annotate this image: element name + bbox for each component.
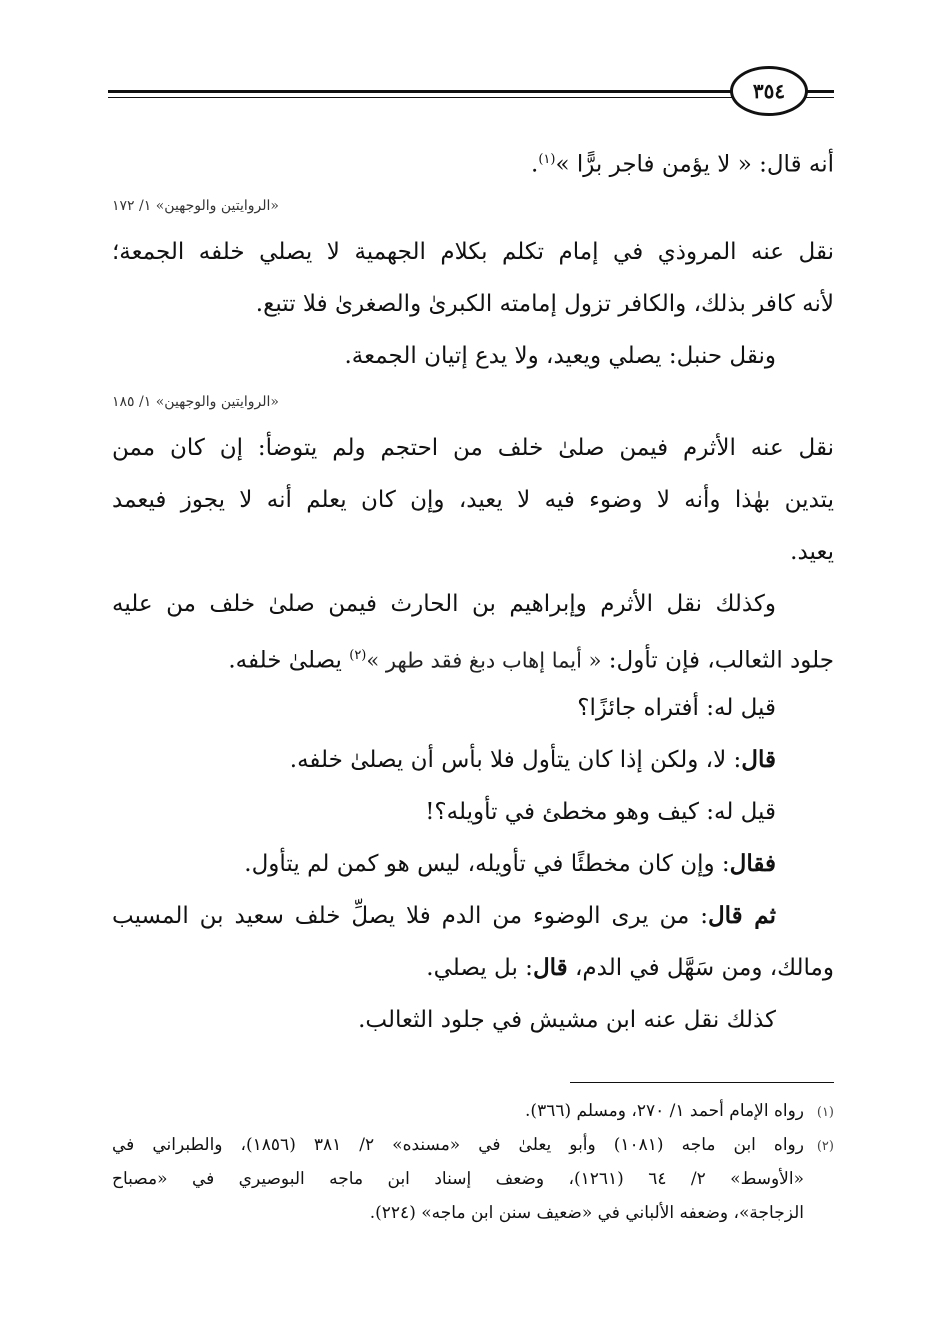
text-line <box>112 278 834 330</box>
speaker-label: قال <box>741 746 776 773</box>
text-line <box>112 474 834 526</box>
source-reference <box>112 382 834 422</box>
footnote-text: الزجاجة»، وضعفه الألباني في «ضعيف سنن ابن ماجه» (٢٢٤). <box>369 1203 804 1223</box>
header-rule-bottom <box>108 97 734 98</box>
line-text: يتدين بهٰذا وأنه لا وضوء فيه لا يعيد، وإن كان يعلم أنه لا يجوز فيعمد <box>112 487 834 513</box>
line-text: أنه قال: « لا يؤمن فاجر برًّا » <box>555 151 834 178</box>
footnote-number: (١) <box>816 1105 834 1120</box>
line-text: كذلك نقل عنه ابن مشيش في جلود الثعالب. <box>358 1007 776 1033</box>
source-reference <box>112 186 834 226</box>
text-line <box>112 682 834 734</box>
line-end: . <box>531 151 539 178</box>
line-text: نقل عنه الأثرم فيمن صلىٰ خلف من احتجم ولم يتوضأ: إن كان ممن <box>112 435 834 461</box>
header-rule-top <box>108 90 734 93</box>
source-reference-text: «الروايتين والوجهين» ١/ ١٧٢ <box>112 198 279 214</box>
text-line <box>112 630 834 682</box>
line-text: يصلىٰ خلفه. <box>228 647 350 674</box>
line-text: ونقل حنبل: يصلي ويعيد، ولا يدع إتيان الجمعة. <box>344 343 776 369</box>
speaker-label: ثم قال <box>707 902 776 929</box>
footnote-text: رواه ابن ماجه (١٠٨١) وأبو يعلىٰ في «مسنده» ٢/ ٣٨١ (١٨٥٦)، والطبراني في <box>112 1135 804 1155</box>
line-text: : من يرى الوضوء من الدم فلا يصلِّ خلف سعيد بن المسيب <box>112 903 708 929</box>
speaker-label: فقال <box>729 850 776 877</box>
text-line <box>112 226 834 278</box>
line-text: يعيد. <box>790 539 834 565</box>
page-header <box>108 66 834 116</box>
line-text: ومالك، ومن سَهَّل في الدم، <box>567 955 834 981</box>
line-text: لأنه كافر بذلك، والكافر تزول إمامته الكبرىٰ والصغرىٰ فلا تتبع. <box>255 291 834 317</box>
hadith-quote: « أيما إهاب دبغ فقد طهر » <box>366 648 602 673</box>
line-text: : وإن كان مخطئًا في تأويله، ليس هو كمن لم يتأول. <box>244 851 730 877</box>
footnote-number: (٢) <box>816 1139 834 1154</box>
footnote-divider <box>570 1082 834 1083</box>
line-text: نقل عنه المروذي في إمام تكلم بكلام الجهمية لا يصلي خلفه الجمعة؛ <box>112 239 834 265</box>
line-text: : بل يصلي. <box>426 955 533 981</box>
text-line <box>112 734 834 786</box>
line-text: قيل له: كيف وهو مخطئ في تأويله؟! <box>425 799 776 825</box>
text-line <box>112 422 834 474</box>
footnote-1 <box>112 1094 834 1128</box>
footnote-2 <box>112 1128 834 1162</box>
text-line <box>112 330 834 382</box>
line-text: قيل له: أفتراه جائزًا؟ <box>577 695 776 721</box>
footnote-2-continued <box>112 1162 834 1196</box>
text-line <box>112 134 834 186</box>
footnotes <box>112 1094 834 1230</box>
text-line <box>112 994 834 1046</box>
footnote-2-continued <box>112 1196 834 1230</box>
text-line <box>112 838 834 890</box>
source-reference-text: «الروايتين والوجهين» ١/ ١٨٥ <box>112 394 279 410</box>
footnote-text: «الأوسط» ٢/ ٦٤ (١٢٦١)، وضعف إسناد ابن ماجه البوصيري في «مصباح <box>112 1169 804 1189</box>
text-line <box>112 890 834 942</box>
text-line <box>112 526 834 578</box>
text-line <box>112 942 834 994</box>
footnote-marker: (١) <box>538 152 556 167</box>
line-text: : لا، ولكن إذا كان يتأول فلا بأس أن يصلىٰ خلفه. <box>289 747 742 773</box>
line-text: جلود الثعالب، فإن تأول: <box>601 647 834 674</box>
line-text: وكذلك نقل الأثرم وإبراهيم بن الحارث فيمن صلىٰ خلف من عليه <box>112 591 776 617</box>
footnote-text: رواه الإمام أحمد ١/ ٢٧٠، ومسلم (٣٦٦). <box>525 1101 804 1121</box>
page-number: ٣٥٤ <box>730 66 808 116</box>
main-text <box>112 134 834 1046</box>
text-line <box>112 578 834 630</box>
text-line <box>112 786 834 838</box>
speaker-label: قال <box>532 954 568 981</box>
footnote-marker: (٢) <box>349 648 367 663</box>
